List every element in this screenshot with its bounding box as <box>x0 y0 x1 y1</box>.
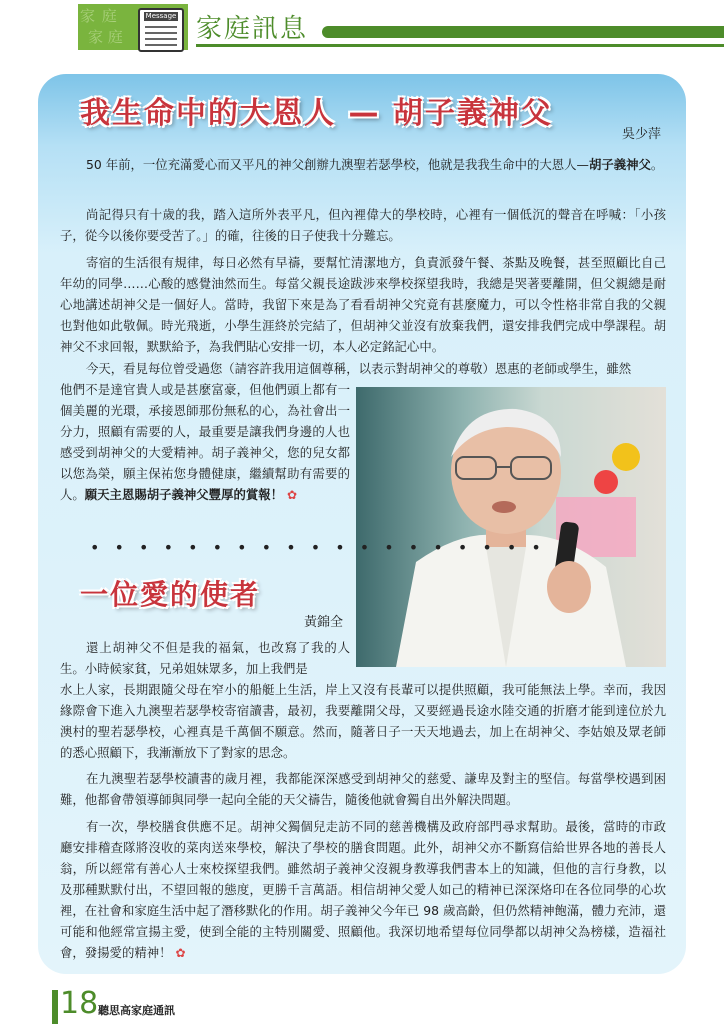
article1-p1-end: 。 <box>650 157 664 172</box>
section-title: 家庭訊息 <box>196 14 309 44</box>
message-line <box>145 32 177 34</box>
message-line <box>145 26 177 28</box>
article1-paragraph-1 <box>60 154 666 175</box>
flower-icon: ✿ <box>175 946 186 960</box>
article2-paragraph-2: 在九澳聖若瑟學校讀書的歲月裡，我都能深深感受到胡神父的慈愛、謙卑及對主的堅信。每當學校遇到困難，他都會帶領導師與同學一起向全能的天父禱告，隨後他就會獨自出外解決問題。 <box>60 771 666 807</box>
message-icon <box>138 8 184 52</box>
mouth <box>492 501 516 513</box>
header-rule <box>322 26 724 38</box>
article1-title: 我生命中的大恩人 — 胡子義神父 <box>80 96 553 131</box>
publication-name: 聽思高家庭通訊 <box>98 1004 175 1017</box>
article1-p4-bold: 願天主恩賜胡子義神父豐厚的賞報！ <box>84 487 284 502</box>
article1-paragraph-4-line1: 今天，看見每位曾受過您（請容許我用這個尊稱，以表示對胡神父的尊敬）恩惠的老師或學生，雖然 <box>86 361 632 376</box>
article2-paragraph-3 <box>60 816 666 964</box>
article1-paragraph-3: 寄宿的生活很有規律，每日必然有早禱，要幫忙清潔地方，負責派發午餐、茶點及晚餐，甚至照顧比自己年幼的同學……心酸的感覺油然而生。每當父親長途跋涉來學校探望我時，我總是哭著要離開，但父親總是耐心地講述胡神父是一個好人。當時，我留下來是為了看看胡神父究竟有甚麼魔力，可以令性格非常自我的父親也對他如此敬佩。時光飛逝，小學生涯終於完結了，但胡神父並沒有放棄我們，還安排我們完成中學課程。胡神父不求回報，默默給予，為我們貼心安排一切，本人必定銘記心中。 <box>60 255 666 354</box>
article2-paragraph-1a: 還上胡神父不但是我的福氣，也改寫了我的人生。小時候家貧，兄弟姐妹眾多，加上我們是 <box>60 640 350 676</box>
article1-p1-text: 50 年前，一位充滿愛心而又平凡的神父創辦九澳聖若瑟學校，他就是我我生命中的大恩人— <box>86 157 589 172</box>
header-watermark-2: 家 庭 <box>88 28 123 46</box>
article1-p1-bold: 胡子義神父 <box>588 157 651 172</box>
priest-illustration <box>356 387 666 667</box>
article1-paragraph-2: 尚記得只有十歲的我，踏入這所外表平凡，但內裡偉大的學校時，心裡有一個低沉的聲音在呼喊：「小孩子，從今以後你要受苦了。」的確，往後的日子使我十分難忘。 <box>60 207 666 243</box>
footer-bar <box>52 990 58 1024</box>
header-watermark: 家 庭 <box>80 7 118 25</box>
article2-author: 黃錦全 <box>304 615 344 630</box>
flower-icon: ✿ <box>286 488 298 502</box>
header-rule-thin <box>196 44 724 47</box>
page-number: 18 <box>60 986 99 1021</box>
article1-author: 吳少萍 <box>622 127 662 142</box>
article1-paragraph-4 <box>60 379 350 506</box>
hand <box>547 561 591 613</box>
message-line <box>145 38 177 40</box>
priest-photo <box>356 387 666 667</box>
balloon <box>612 443 640 471</box>
balloon <box>594 470 618 494</box>
article2-title: 一位愛的使者 <box>80 578 261 611</box>
article2-paragraph-1b: 水上人家，長期跟隨父母在窄小的船艇上生活，岸上又沒有長輩可以提供照顧，我可能無法上學。幸而，我因緣際會下進入九澳聖若瑟學校寄宿讀書，最初，我要離開父母，又要經過長途水陸交通的折磨才能到達位於九澳村的聖若瑟學校，心裡真是千萬個不願意。然而，隨著日子一天天地過去，加上在胡神父、李姑娘及眾老師的悉心照顧下，我漸漸放下了對家的思念。 <box>60 682 666 760</box>
article1-p4-text: 他們不是達官貴人或是甚麼富豪，但他們頭上都有一個美麗的光環，承接恩師那份無私的心，為社會出一分力，照顧有需要的人，最重要是讓我們身邊的人也感受到胡神父的大愛精神。胡子義神父，您的兒女都以您為榮，願主保祐您身體健康，繼續幫助有需要的人。 <box>60 382 350 502</box>
section-divider: • • • • • • • • • • • • • • • • • • • <box>90 538 546 557</box>
message-icon-label: Message <box>145 12 177 20</box>
article2-p3-text: 有一次，學校膳食供應不足。胡神父獨個兒走訪不同的慈善機構及政府部門尋求幫助。最後，當時的市政廳安排稽查隊將沒收的菜肉送來學校，解決了學校的膳食問題。此外，胡神父亦不斷寫信給世界各地的善長人翁，所以經常有善心人士來校探望我們。雖然胡子義神父沒親身教導我們書本上的知識，但他的言行身教，以及那種默默付出，不望回報的態度，更勝千言萬語。相信胡神父愛人如己的精神已深深烙印在各位同學的心坎裡，在社會和家庭生活中起了潛移默化的作用。胡子義神父今年已 98 歲高齡，但仍然精神飽滿，體力充沛，還可能和他經常宣揚主愛，使到全能的主特別關愛、照顧他。我深切地希望每位同學都以胡神父為榜樣，造福社會，發揚愛的精神！ <box>60 819 667 960</box>
message-line <box>145 44 177 46</box>
